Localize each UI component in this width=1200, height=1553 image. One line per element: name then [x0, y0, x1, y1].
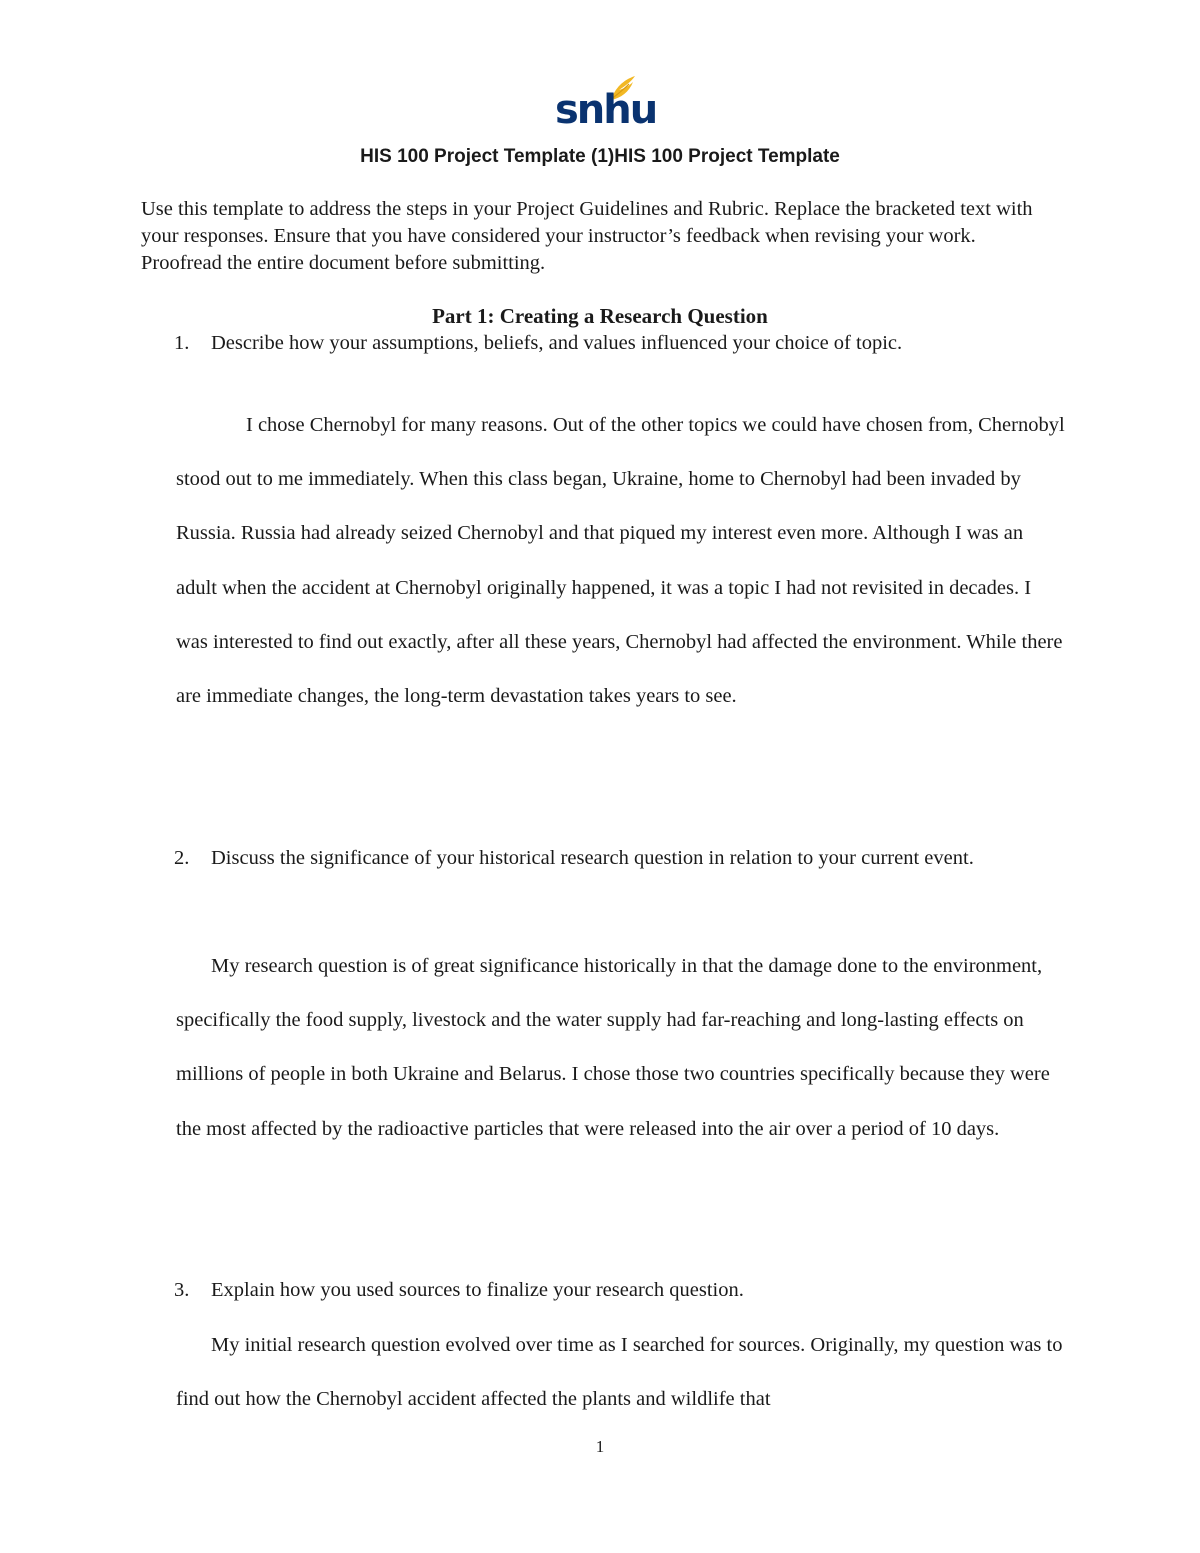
snhu-logo	[555, 74, 657, 133]
question-prompt: Explain how you used sources to finalize your research question.	[211, 1279, 744, 1301]
question-1	[176, 330, 1056, 357]
question-prompt: Describe how your assumptions, beliefs, and values influenced your choice of topic.	[211, 332, 903, 354]
question-number: 1.	[174, 332, 190, 354]
answer-2: My research question is of great significance historically in that the damage done to the environment, specifically the food supply, livestock and the water supply had far-reaching and long-lasting effects on millions of people in both Ukraine and Belarus. I chose those two countries specifically because they were the most affected by the radioactive particles that were released into the air over a period of 10 days.	[176, 955, 1050, 1140]
logo-wordmark: snhu	[555, 87, 657, 133]
question-3	[176, 1277, 1056, 1304]
question-2	[176, 845, 1056, 872]
answer-1: I chose Chernobyl for many reasons. Out of the other topics we could have chosen from, Chernobyl stood out to me immediately. When this class began, Ukraine, home to Chernobyl had been invaded by Russia. Russia had already seized Chernobyl and that piqued my interest even more. Although I was an adult when the accident at Chernobyl originally happened, it was a topic I had not revisited in decades. I was interested to find out exactly, after all these years, Chernobyl had affected the environment. While there are immediate changes, the long-term devastation takes years to see.	[176, 414, 1065, 708]
document-title: HIS 100 Project Template (1)HIS 100 Project Template	[360, 146, 840, 167]
question-number: 2.	[174, 847, 190, 869]
question-number: 3.	[174, 1279, 190, 1301]
answer-3: My initial research question evolved over time as I searched for sources. Originally, my question was to find out how the Chernobyl accident affected the plants and wildlife that	[176, 1334, 1063, 1411]
page-number: 1	[595, 1437, 605, 1456]
intro-paragraph: Use this template to address the steps in your Project Guidelines and Rubric. Replace the bracketed text with your responses. Ensure that you have considered your instructor’s feedback when revising your work. Proofread the entire document before submitting.	[141, 198, 1033, 274]
part-heading: Part 1: Creating a Research Question	[432, 304, 768, 328]
question-prompt: Discuss the significance of your historical research question in relation to your current event.	[211, 847, 974, 869]
